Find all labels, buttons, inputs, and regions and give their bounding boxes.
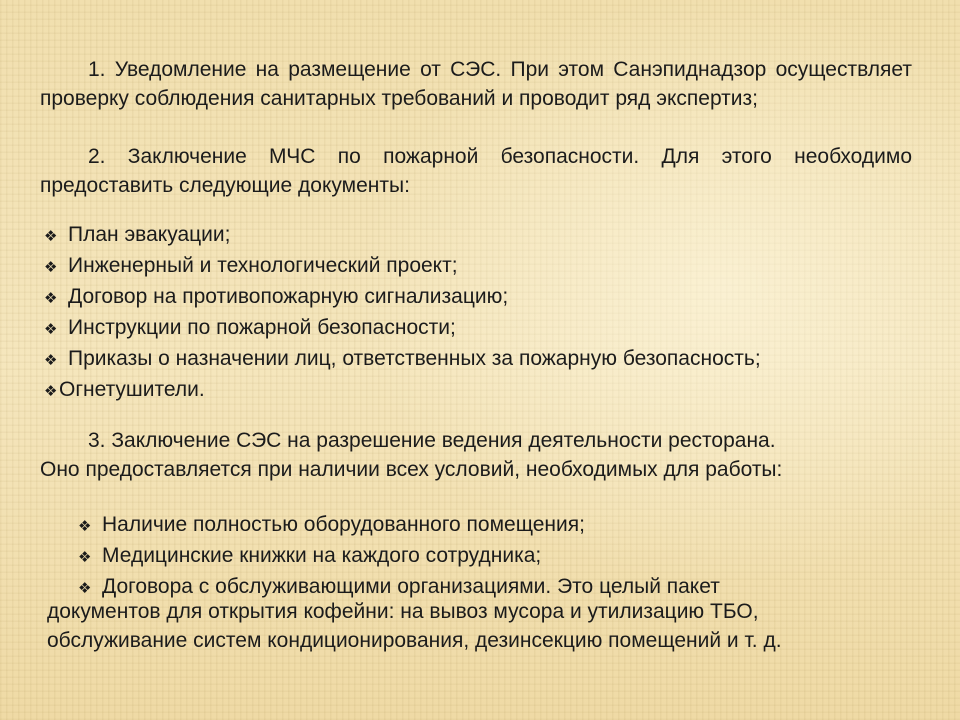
diamond-bullet-icon: ❖ bbox=[44, 352, 58, 369]
list-item bbox=[44, 220, 924, 251]
paragraph-sanitary-conclusion bbox=[40, 426, 920, 484]
paragraph-line: обслуживание систем кондиционирования, дезинсекцию помещений и т. д. bbox=[47, 629, 782, 652]
list-item-text: Приказы о назначении лиц, ответственных за пожарную безопасность; bbox=[68, 347, 761, 370]
list-item bbox=[78, 510, 928, 541]
list-item-text: Инструкции по пожарной безопасности; bbox=[68, 316, 456, 339]
diamond-bullet-icon: ❖ bbox=[78, 549, 92, 566]
list-item-text: Договор на противопожарную сигнализацию; bbox=[68, 285, 509, 308]
fire-safety-documents-list bbox=[44, 220, 924, 406]
diamond-bullet-icon: ❖ bbox=[44, 290, 58, 307]
list-item bbox=[44, 375, 924, 406]
list-item bbox=[44, 282, 924, 313]
list-item bbox=[44, 344, 924, 375]
paragraph-fire-safety-conclusion: 2. Заключение МЧС по пожарной безопасности. Для этого необходимо предоставить следующие документы: bbox=[40, 145, 912, 197]
diamond-bullet-icon: ❖ bbox=[44, 321, 58, 338]
diamond-bullet-icon: ❖ bbox=[44, 383, 58, 400]
paragraph-continuation bbox=[47, 597, 927, 655]
list-item bbox=[44, 313, 924, 344]
diamond-bullet-icon: ❖ bbox=[44, 259, 58, 276]
list-item-text: Договора с обслуживающими организациями. Это целый пакет bbox=[102, 575, 720, 598]
paragraph-line: Оно предоставляется при наличии всех условий, необходимых для работы: bbox=[40, 458, 783, 481]
list-item-text: Огнетушители. bbox=[59, 378, 205, 401]
paragraph-line: 3. Заключение СЭС на разрешение ведения деятельности ресторана. bbox=[88, 429, 776, 452]
list-item-text: План эвакуации; bbox=[68, 223, 231, 246]
list-item-text: Инженерный и технологический проект; bbox=[68, 254, 458, 277]
paragraph-sanitary-notice: 1. Уведомление на размещение от СЭС. При этом Санэпиднадзор осуществляет проверку соблюдения санитарных требований и проводит ряд экспертиз; bbox=[40, 58, 912, 110]
list-item bbox=[78, 541, 928, 572]
work-conditions-list bbox=[78, 510, 928, 603]
paragraph-line: документов для открытия кофейни: на вывоз мусора и утилизацию ТБО, bbox=[47, 600, 759, 623]
diamond-bullet-icon: ❖ bbox=[78, 580, 92, 597]
diamond-bullet-icon: ❖ bbox=[78, 518, 92, 535]
list-item bbox=[44, 251, 924, 282]
list-item-text: Медицинские книжки на каждого сотрудника; bbox=[102, 544, 542, 567]
diamond-bullet-icon: ❖ bbox=[44, 228, 58, 245]
list-item-text: Наличие полностью оборудованного помещения; bbox=[102, 513, 585, 536]
